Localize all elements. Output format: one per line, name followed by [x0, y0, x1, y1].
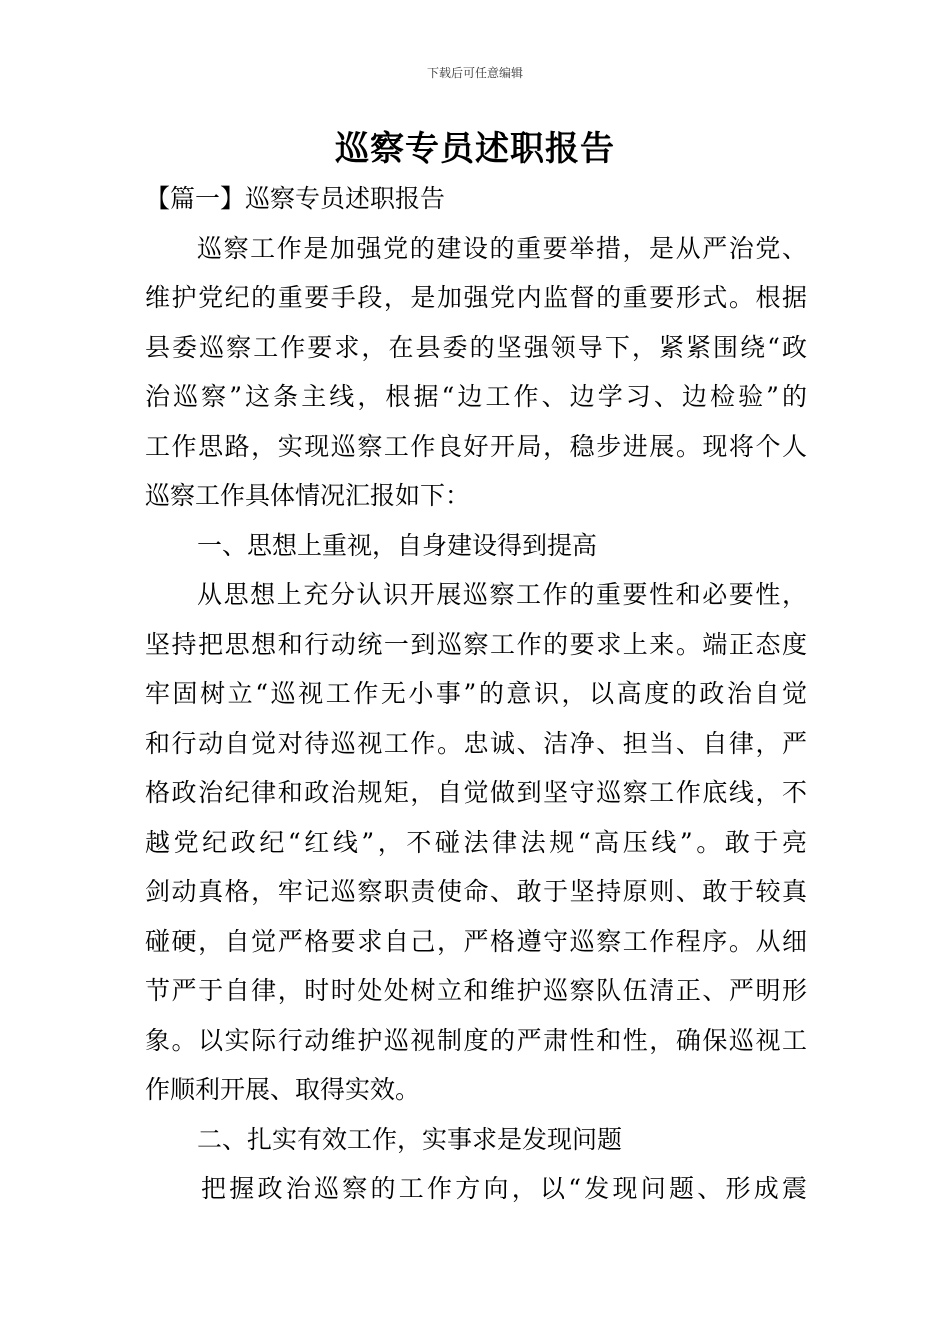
paragraph-line: 坚持把思想和行动统一到巡察工作的要求上来。端正态度	[145, 629, 807, 659]
paragraph-line: 治巡察”这条主线，根据“边工作、边学习、边检验”的	[145, 382, 807, 411]
paragraph-line: 象。以实际行动维护巡视制度的严肃性和性，确保巡视工	[145, 1025, 807, 1055]
header-note: 下载后可任意编辑	[426, 66, 523, 80]
document-title: 巡察专员述职报告	[335, 129, 615, 169]
section-heading: 【篇一】巡察专员述职报告	[145, 184, 446, 213]
paragraph-line: 作顺利开展、取得实效。	[145, 1075, 421, 1104]
document-body	[145, 174, 807, 1214]
paragraph-line: 剑动真格，牢记巡察职责使命、敢于坚持原则、敢于较真	[145, 877, 807, 906]
paragraph-line: 越党纪政纪“红线”，不碰法律法规“高压线”。敢于亮	[145, 827, 807, 857]
paragraph-line: 县委巡察工作要求，在县委的坚强领导下，紧紧围绕“政	[145, 332, 807, 362]
paragraph-line: 把握政治巡察的工作方向，以“发现问题、形成震	[201, 1174, 807, 1203]
paragraph-line: 巡察工作是加强党的建设的重要举措，是从严治党、	[197, 233, 807, 263]
paragraph-line: 工作思路，实现巡察工作良好开局，稳步进展。现将个人	[145, 431, 807, 461]
paragraph-line: 和行动自觉对待巡视工作。忠诚、洁净、担当、自律，严	[145, 728, 807, 758]
paragraph-line: 维护党纪的重要手段，是加强党内监督的重要形式。根据	[145, 283, 807, 312]
paragraph-line: 格政治纪律和政治规矩，自觉做到坚守巡察工作底线，不	[145, 778, 807, 807]
subsection-heading: 二、扎实有效工作，实事求是发现问题	[197, 1124, 623, 1154]
paragraph-line: 节严于自律，时时处处树立和维护巡察队伍清正、严明形	[145, 976, 807, 1005]
paragraph-line: 牢固树立“巡视工作无小事”的意识，以高度的政治自觉	[145, 679, 807, 708]
paragraph-line: 从思想上充分认识开展巡察工作的重要性和必要性，	[197, 580, 807, 609]
subsection-heading: 一、思想上重视，自身建设得到提高	[197, 530, 598, 560]
paragraph-line: 巡察工作具体情况汇报如下：	[145, 481, 471, 510]
paragraph-line: 碰硬，自觉严格要求自己，严格遵守巡察工作程序。从细	[145, 926, 807, 956]
